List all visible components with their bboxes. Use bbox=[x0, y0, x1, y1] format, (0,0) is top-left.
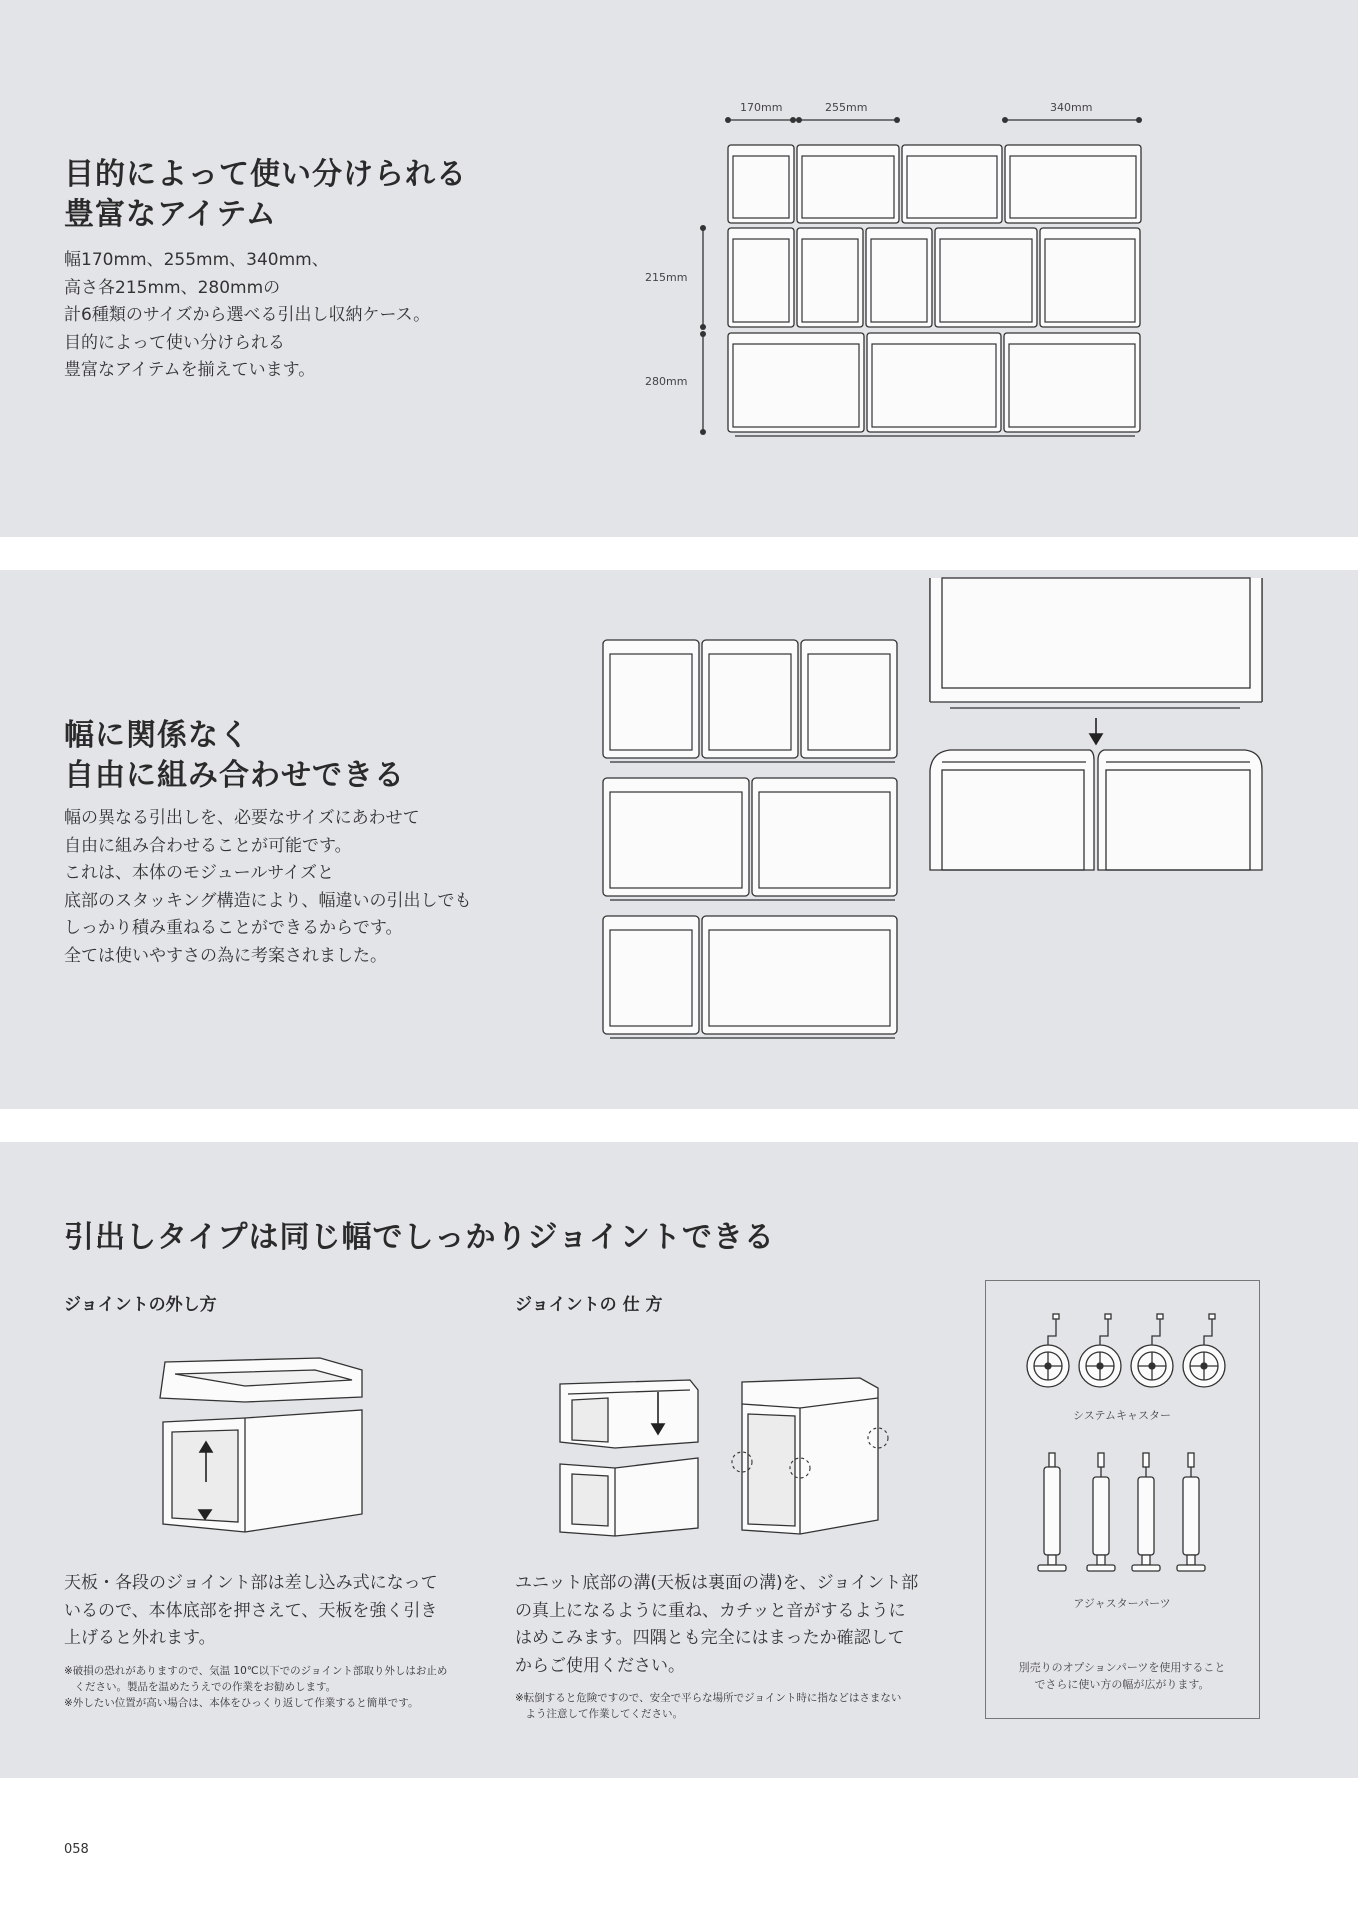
options-note-line: 別売りのオプションパーツを使用すること bbox=[1018, 1661, 1226, 1674]
detach-body-line: 天板・各段のジョイント部は差し込み式になって bbox=[64, 1573, 438, 1593]
section2-body-line: 全ては使いやすさの為に考案されました。 bbox=[64, 945, 387, 966]
dim-215: 215mm bbox=[645, 271, 688, 284]
section2-title-line2: 自由に組み合わせできる bbox=[64, 758, 405, 793]
section1-body-line: 幅170mm、255mm、340mm、 bbox=[64, 250, 329, 270]
combination-diagram bbox=[0, 570, 1358, 1109]
dim-340: 340mm bbox=[1050, 101, 1093, 114]
section2-body-line: これは、本体のモジュールサイズと bbox=[64, 863, 334, 883]
section2-title-line1: 幅に関係なく bbox=[64, 718, 250, 753]
option-parts-box bbox=[985, 1280, 1260, 1719]
section2-body-line: しっかり積み重ねることができるからです。 bbox=[64, 918, 403, 938]
detach-body bbox=[64, 1570, 438, 1653]
detach-body-line: 上げると外れます。 bbox=[64, 1628, 216, 1648]
section2-body-line: 幅の異なる引出しを、必要なサイズにあわせて bbox=[64, 808, 420, 828]
detach-notes bbox=[64, 1663, 447, 1711]
attach-body bbox=[515, 1570, 918, 1680]
caster-icon bbox=[1027, 1314, 1225, 1387]
size-variation-diagram bbox=[0, 0, 1358, 537]
section3-title: 引出しタイプは同じ幅でしっかりジョイントできる bbox=[64, 1220, 775, 1255]
section1-body-line: 豊富なアイテムを揃えています。 bbox=[64, 360, 316, 380]
caster-label: システムキャスター bbox=[1073, 1409, 1171, 1422]
attach-body-line: の真上になるように重ね、カチッと音がするように bbox=[515, 1600, 906, 1621]
attach-body-line: はめこみます。四隅とも完全にはまったか確認して bbox=[515, 1628, 905, 1648]
attach-note-line: よう注意して作業してください。 bbox=[515, 1708, 683, 1720]
section1-body-line: 目的によって使い分けられる bbox=[64, 332, 285, 353]
dim-255: 255mm bbox=[825, 101, 868, 114]
adjuster-icon bbox=[1038, 1453, 1205, 1571]
section1-title-line2: 豊富なアイテム bbox=[64, 197, 277, 232]
attach-heading: ジョイントの 仕 方 bbox=[515, 1295, 663, 1315]
detach-note-line: ください。製品を温めたうえでの作業をお勧めします。 bbox=[64, 1681, 337, 1693]
section1-body-line: 高さ各215mm、280mmの bbox=[64, 277, 281, 298]
section1-title-line1: 目的によって使い分けられる bbox=[64, 157, 467, 192]
detach-note-line: ※外したい位置が高い場合は、本体をひっくり返して作業すると簡単です。 bbox=[64, 1697, 419, 1709]
section1-body-line: 計6種類のサイズから選べる引出し収納ケース。 bbox=[64, 305, 431, 325]
detach-heading: ジョイントの外し方 bbox=[64, 1295, 217, 1315]
dim-280: 280mm bbox=[645, 375, 688, 388]
attach-note-line: ※転倒すると危険ですので、安全で平らな場所でジョイント時に指などはさまない bbox=[515, 1692, 902, 1704]
section2-body-line: 底部のスタッキング構造により、幅違いの引出しでも bbox=[64, 890, 472, 911]
section2-body-line: 自由に組み合わせることが可能です。 bbox=[64, 835, 352, 856]
adjuster-label: アジャスターパーツ bbox=[1073, 1597, 1171, 1610]
attach-body-line: からご使用ください。 bbox=[515, 1655, 685, 1676]
dim-170: 170mm bbox=[740, 101, 783, 114]
detach-body-line: いるので、本体底部を押さえて、天板を強く引き bbox=[64, 1600, 438, 1621]
options-note-line: でさらに使い方の幅が広がります。 bbox=[1034, 1678, 1210, 1691]
detach-illustration bbox=[160, 1358, 362, 1532]
page-number: 058 bbox=[64, 1842, 89, 1857]
attach-illustration bbox=[560, 1378, 878, 1536]
attach-body-line: ユニット底部の溝(天板は裏面の溝)を、ジョイント部 bbox=[515, 1573, 919, 1593]
attach-notes bbox=[515, 1690, 901, 1722]
options-note bbox=[986, 1659, 1258, 1693]
detach-note-line: ※破損の恐れがありますので、気温 10℃以下でのジョイント部取り外しはお止め bbox=[64, 1665, 448, 1677]
option-parts-illustration bbox=[986, 1281, 1258, 1717]
